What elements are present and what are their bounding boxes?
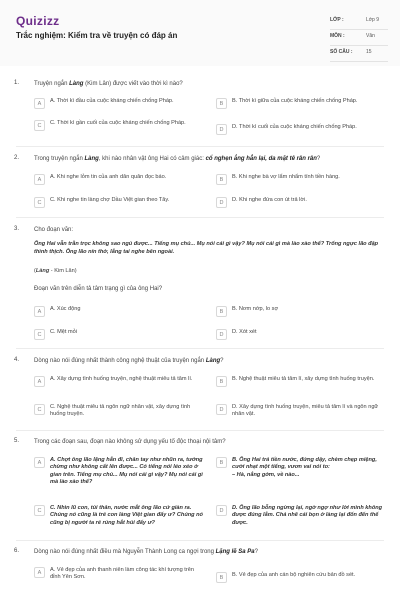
option-c[interactable]: [34, 404, 204, 419]
option-a[interactable]: [34, 567, 204, 582]
option-letter: B: [216, 174, 227, 185]
meta-label: SỐ CÂU :: [330, 49, 353, 55]
option-c[interactable]: [34, 120, 204, 131]
option-letter: C: [34, 120, 45, 131]
option-text: B. Ông Hai trả tiền nước, đứng dậy, chèm chẹp miệng, cười nhạt một tiếng, vươn vai nói to: – Hà, nắng gớm, về nào...: [232, 457, 377, 478]
option-text: C. Nghệ thuật miêu tả ngôn ngữ nhân vật, xây dựng tình huống truyện.: [50, 404, 191, 418]
option-text: C. Nhìn lũ con, tủi thân, nước mắt ông lão cứ giàn ra. Chúng nó cũng là trẻ con làng Việt gian đấy ư? Chúng nó cũng bị người ta rẻ rúng hắt hủi đấy ư?: [50, 505, 203, 526]
option-c[interactable]: [34, 197, 204, 208]
option-text: C. Khi nghe tin làng chợ Dầu Việt gian theo Tây.: [50, 197, 170, 203]
option-letter: A: [34, 174, 45, 185]
option-b[interactable]: [216, 306, 388, 317]
page-title: Trắc nghiệm: Kiểm tra về truyện có đáp án: [16, 31, 178, 40]
question-text: Dòng nào nói đúng nhất điều mà Nguyễn Thành Long ca ngợi trong Lặng lẽ Sa Pa?: [34, 549, 258, 555]
option-a[interactable]: [34, 306, 204, 317]
option-b[interactable]: [216, 376, 388, 387]
option-b[interactable]: [216, 457, 388, 479]
option-letter: D: [216, 404, 227, 415]
option-letter: A: [34, 567, 45, 578]
option-text: A. Thời kì đầu của cuộc kháng chiến chống Pháp.: [50, 98, 174, 104]
option-letter: A: [34, 98, 45, 109]
meta-label: LỚP :: [330, 17, 344, 23]
option-text: B. Nghệ thuật miêu tả tâm lí, xây dựng tình huống truyện.: [232, 376, 375, 382]
option-text: B. Khi nghe bà vợ lẩm nhẩm tính tiền hàng.: [232, 174, 340, 180]
passage-text: Ông Hai vẫn trằn trọc không sao ngủ được... Tiếng mụ chủ... Mụ nói cái gì vậy? Mụ nói cái gì mà lào xào thế? Trống ngực lão đập thình thịch. Ông lão nín thở, lắng tai nghe bên ngoài.: [34, 241, 379, 255]
passage-source: (Làng - Kim Lân): [34, 268, 77, 274]
option-text: A. Xây dựng tình huống truyện, nghệ thuật miêu tả tâm lí.: [50, 376, 193, 382]
question-text: Dòng nào nói đúng nhất thành công nghệ thuật của truyện ngắn Làng?: [34, 358, 224, 364]
option-a[interactable]: [34, 376, 204, 387]
option-letter: D: [216, 197, 227, 208]
question-number: 4.: [14, 357, 20, 363]
option-letter: C: [34, 404, 45, 415]
option-text: A. Vẻ đẹp của anh thanh niên làm công tác khí tượng trên đỉnh Yên Sơn.: [50, 567, 194, 581]
option-letter: D: [216, 329, 227, 340]
question-number: 5.: [14, 438, 20, 444]
option-text: D. Ông lão bỗng ngừng lại, ngờ ngợ như lời mình không được đúng lắm. Chả nhẽ cái bọn ở làng lại đốn đến thế được.: [232, 505, 383, 526]
question-text: Trong truyện ngắn Làng, khi nào nhân vật ông Hai có cảm giác: cổ nghẹn ắng hẳn lại, da mặt tê rân rân?: [34, 156, 321, 162]
option-text: B. Thời kì giữa của cuộc kháng chiến chống Pháp.: [232, 98, 358, 104]
meta-value: Lớp 9: [366, 17, 380, 23]
option-d[interactable]: [216, 404, 388, 419]
question-text: Truyện ngắn Làng (Kim Lân) được viết vào thời kì nào?: [34, 81, 183, 87]
option-c[interactable]: [34, 329, 204, 340]
worksheet-header: [0, 0, 400, 66]
meta-label: MÔN :: [330, 33, 345, 39]
option-text: D. Xây dựng tình huống truyện, miêu tả tâm lí và ngôn ngữ nhân vật.: [232, 404, 379, 418]
option-a[interactable]: [34, 98, 204, 109]
option-letter: C: [34, 329, 45, 340]
option-a[interactable]: [34, 174, 204, 185]
question-divider: [16, 430, 384, 431]
question-divider: [16, 146, 384, 147]
option-text: D. Thời kì cuối của cuộc kháng chiến chống Pháp.: [232, 124, 357, 130]
question-text: Trong các đoạn sau, đoạn nào không sử dụng yếu tố độc thoại nội tâm?: [34, 439, 226, 445]
option-b[interactable]: [216, 572, 388, 583]
option-letter: A: [34, 306, 45, 317]
question-divider: [16, 348, 384, 349]
meta-value: 15: [366, 49, 372, 55]
option-text: C. Mệt mỏi: [50, 329, 78, 335]
question-divider: [16, 217, 384, 218]
option-letter: A: [34, 457, 45, 468]
question-number: 6.: [14, 548, 20, 554]
option-letter: C: [34, 197, 45, 208]
option-text: C. Thời kì gần cuối của cuộc kháng chiến chống Pháp.: [50, 120, 186, 126]
option-text: A. Chợt ông lão lặng hẳn đi, chân tay như nhũn ra, tưởng chừng như không cất lên được... Có tiếng nói léo xéo ở gian trên. Tiếng mụ chủ... Mụ nói cái gì vậy? Mụ nói cái gì mà lào xào thế?: [50, 457, 203, 486]
option-letter: C: [34, 505, 45, 516]
option-b[interactable]: [216, 174, 388, 185]
option-letter: D: [216, 124, 227, 135]
question-number: 2.: [14, 155, 20, 161]
meta-value: Văn: [366, 33, 375, 39]
meta-info-box: [330, 14, 388, 62]
option-letter: B: [216, 376, 227, 387]
option-d[interactable]: [216, 197, 388, 208]
option-d[interactable]: [216, 505, 388, 527]
option-letter: B: [216, 457, 227, 468]
option-letter: B: [216, 306, 227, 317]
question-number: 1.: [14, 80, 20, 86]
option-b[interactable]: [216, 98, 388, 109]
meta-row-question-count: [330, 46, 388, 62]
option-d[interactable]: [216, 329, 388, 340]
meta-row-grade: [330, 14, 388, 30]
option-a[interactable]: [34, 457, 204, 487]
option-d[interactable]: [216, 124, 388, 135]
option-text: D. Khi nghe đứa con út trả lời.: [232, 197, 307, 203]
question-prompt: Đoạn văn trên diễn tả tâm trạng gì của ông Hai?: [34, 286, 163, 292]
question-number: 3.: [14, 226, 20, 232]
quizizz-logo[interactable]: Quizizz: [16, 14, 60, 28]
option-letter: B: [216, 572, 227, 583]
option-text: A. Khi nghe lỏm tin của anh dân quân đọc báo.: [50, 174, 167, 180]
option-letter: D: [216, 505, 227, 516]
option-text: B. Nơm nớp, lo sợ: [232, 306, 279, 312]
question-divider: [16, 540, 384, 541]
meta-row-subject: [330, 30, 388, 46]
option-text: B. Vẻ đẹp của anh cán bộ nghiên cứu bản đồ sét.: [232, 572, 356, 578]
option-letter: B: [216, 98, 227, 109]
option-letter: A: [34, 376, 45, 387]
option-text: A. Xúc động: [50, 306, 81, 312]
option-text: D. Xót xét: [232, 329, 257, 335]
question-text: Cho đoạn văn:: [34, 227, 74, 233]
option-c[interactable]: [34, 505, 204, 527]
